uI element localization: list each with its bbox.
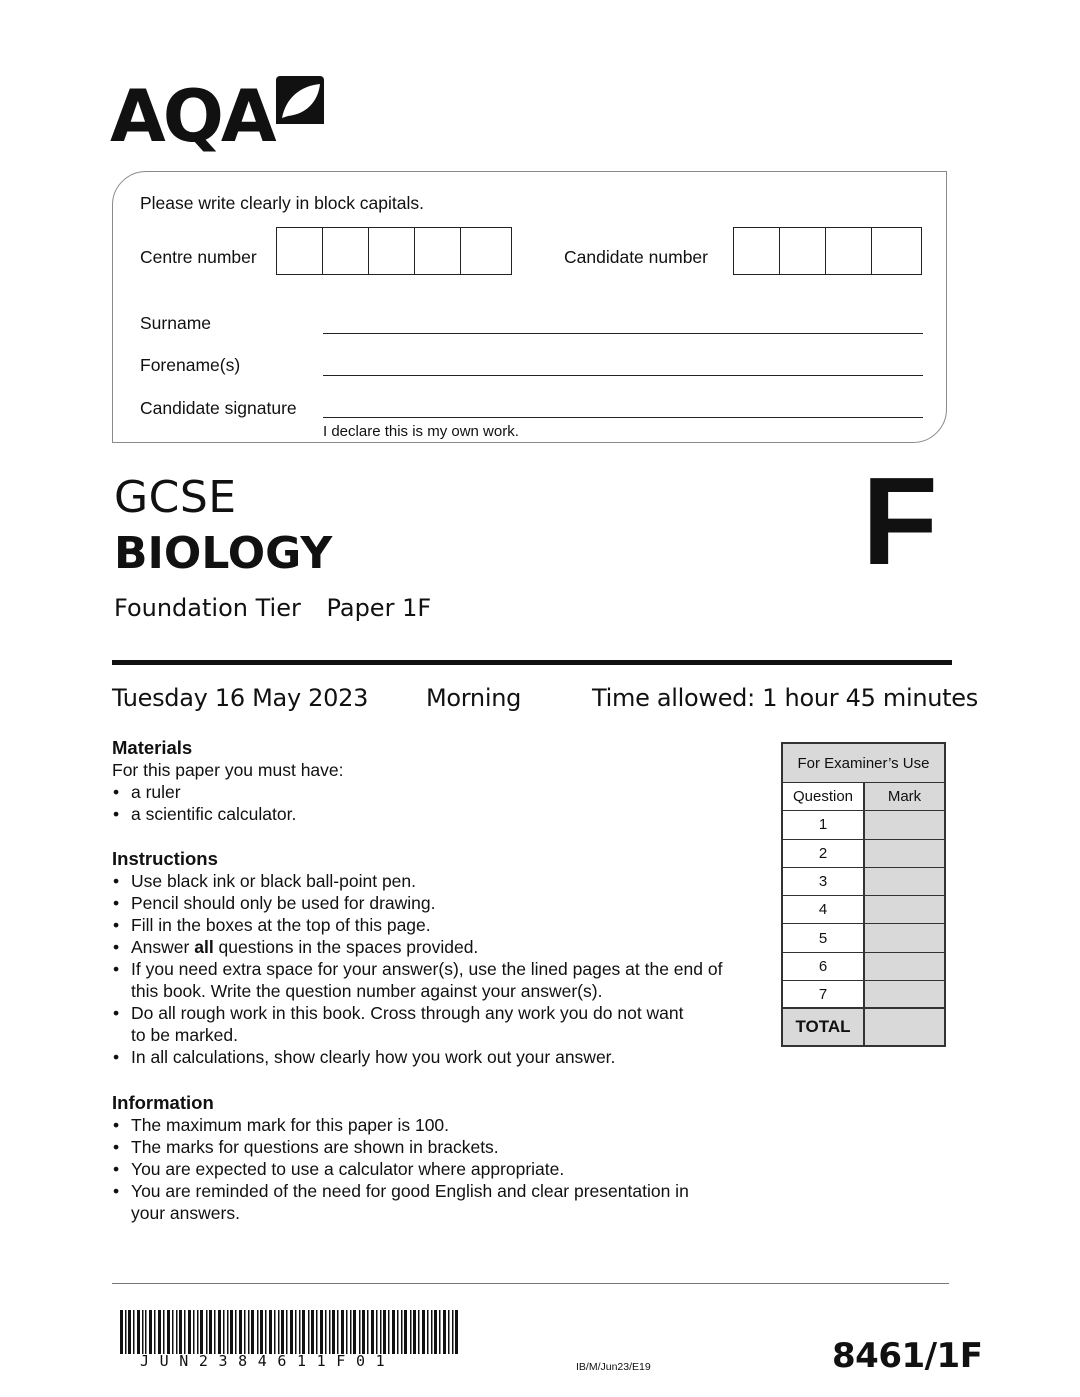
instructions-heading: Instructions	[112, 848, 218, 869]
forenames-label: Forename(s)	[140, 355, 241, 375]
question-column-header: Question	[783, 783, 865, 810]
surname-field[interactable]	[323, 333, 923, 334]
centre-number-cell[interactable]	[369, 228, 415, 274]
block-capitals-instruction: Please write clearly in block capitals.	[140, 193, 425, 213]
exam-session: Morning	[426, 684, 522, 712]
aqa-leaf-icon	[276, 76, 324, 124]
title-divider	[112, 660, 952, 665]
total-mark-cell	[865, 1009, 944, 1045]
barcode-icon	[120, 1310, 458, 1354]
question-number: 1	[783, 811, 865, 838]
centre-number-cell[interactable]	[323, 228, 369, 274]
declaration-text: I declare this is my own work.	[323, 423, 519, 440]
materials-item: • a ruler	[112, 781, 344, 803]
barcode-digits: JUN2384611F01	[140, 1352, 396, 1370]
instruction-item	[112, 914, 762, 936]
table-row	[783, 811, 944, 839]
signature-label: Candidate signature	[140, 398, 297, 418]
centre-number-cell[interactable]	[461, 228, 507, 274]
question-number: 5	[783, 924, 865, 951]
candidate-number-cell[interactable]	[734, 228, 780, 274]
total-label: TOTAL	[783, 1009, 865, 1045]
paper-reference: IB/M/Jun23/E19	[576, 1361, 651, 1373]
subject-title: BIOLOGY	[114, 528, 333, 579]
instruction-item	[112, 936, 762, 958]
tier-and-paper	[114, 594, 449, 622]
exam-date: Tuesday 16 May 2023	[112, 684, 369, 712]
instruction-text: Do all rough work in this book. Cross through any work you do not want to be marked.	[131, 1003, 684, 1045]
table-row	[783, 840, 944, 868]
mark-cell	[865, 924, 944, 951]
instruction-text: If you need extra space for your answer(s), use the lined pages at the end of this book. Write the question number against your answer(s).	[131, 959, 723, 1001]
instruction-item	[112, 1002, 762, 1046]
centre-number-cell[interactable]	[277, 228, 323, 274]
question-number: 4	[783, 896, 865, 923]
question-number: 6	[783, 953, 865, 980]
instruction-item	[112, 958, 762, 1002]
table-row	[783, 868, 944, 896]
mark-cell	[865, 840, 944, 867]
instruction-item	[112, 870, 762, 892]
table-row	[783, 924, 944, 952]
mark-cell	[865, 953, 944, 980]
qualification-title: GCSE	[114, 472, 237, 523]
materials-heading: Materials	[112, 737, 193, 758]
instruction-item	[112, 1046, 762, 1068]
centre-number-input[interactable]	[276, 227, 512, 275]
materials-intro: For this paper you must have:	[112, 760, 344, 780]
candidate-number-cell[interactable]	[826, 228, 872, 274]
table-row	[783, 896, 944, 924]
tier-letter: F	[862, 453, 938, 591]
information-item: • You are reminded of the need for good English and clear presentation in your answers.	[112, 1180, 712, 1224]
candidate-number-label: Candidate number	[564, 247, 708, 267]
information-section	[112, 1092, 712, 1224]
mark-cell	[865, 868, 944, 895]
instruction-text: questions in the spaces provided.	[213, 937, 479, 957]
examiners-use-table	[781, 742, 946, 1047]
footer-divider	[112, 1283, 949, 1284]
instruction-item	[112, 892, 762, 914]
candidate-number-cell[interactable]	[872, 228, 918, 274]
instruction-text: Answer	[131, 937, 195, 957]
information-item: • You are expected to use a calculator where appropriate.	[112, 1158, 712, 1180]
mark-cell	[865, 981, 944, 1007]
logo-text: AQA	[110, 74, 274, 158]
forenames-field[interactable]	[323, 375, 923, 376]
aqa-logo	[110, 74, 330, 158]
instruction-emphasis: all	[194, 937, 214, 957]
candidate-number-input[interactable]	[733, 227, 922, 275]
total-row	[783, 1009, 944, 1045]
candidate-number-cell[interactable]	[780, 228, 826, 274]
question-number: 3	[783, 868, 865, 895]
question-number: 2	[783, 840, 865, 867]
question-number: 7	[783, 981, 865, 1007]
mark-cell	[865, 896, 944, 923]
materials-item: • a scientific calculator.	[112, 803, 344, 825]
time-allowed: Time allowed: 1 hour 45 minutes	[592, 684, 978, 712]
centre-number-label: Centre number	[140, 247, 257, 267]
table-header-row	[783, 783, 944, 811]
table-row	[783, 981, 944, 1009]
instruction-text: In all calculations, show clearly how you work out your answer.	[131, 1047, 616, 1067]
information-heading: Information	[112, 1092, 214, 1113]
mark-cell	[865, 811, 944, 838]
signature-field[interactable]	[323, 417, 923, 418]
instruction-text: Pencil should only be used for drawing.	[131, 893, 436, 913]
centre-number-cell[interactable]	[415, 228, 461, 274]
information-item: • The maximum mark for this paper is 100.	[112, 1114, 712, 1136]
mark-column-header: Mark	[865, 783, 944, 810]
information-item: • The marks for questions are shown in brackets.	[112, 1136, 712, 1158]
paper-code: 8461/1F	[832, 1336, 983, 1376]
instruction-text: Fill in the boxes at the top of this page.	[131, 915, 431, 935]
table-row	[783, 953, 944, 981]
examiners-use-heading: For Examiner’s Use	[783, 744, 944, 783]
materials-section	[112, 737, 344, 825]
paper-label: Paper 1F	[326, 594, 432, 622]
surname-label: Surname	[140, 313, 212, 333]
instruction-text: Use black ink or black ball-point pen.	[131, 871, 417, 891]
instructions-section	[112, 848, 762, 1068]
tier-label: Foundation Tier	[114, 594, 301, 622]
